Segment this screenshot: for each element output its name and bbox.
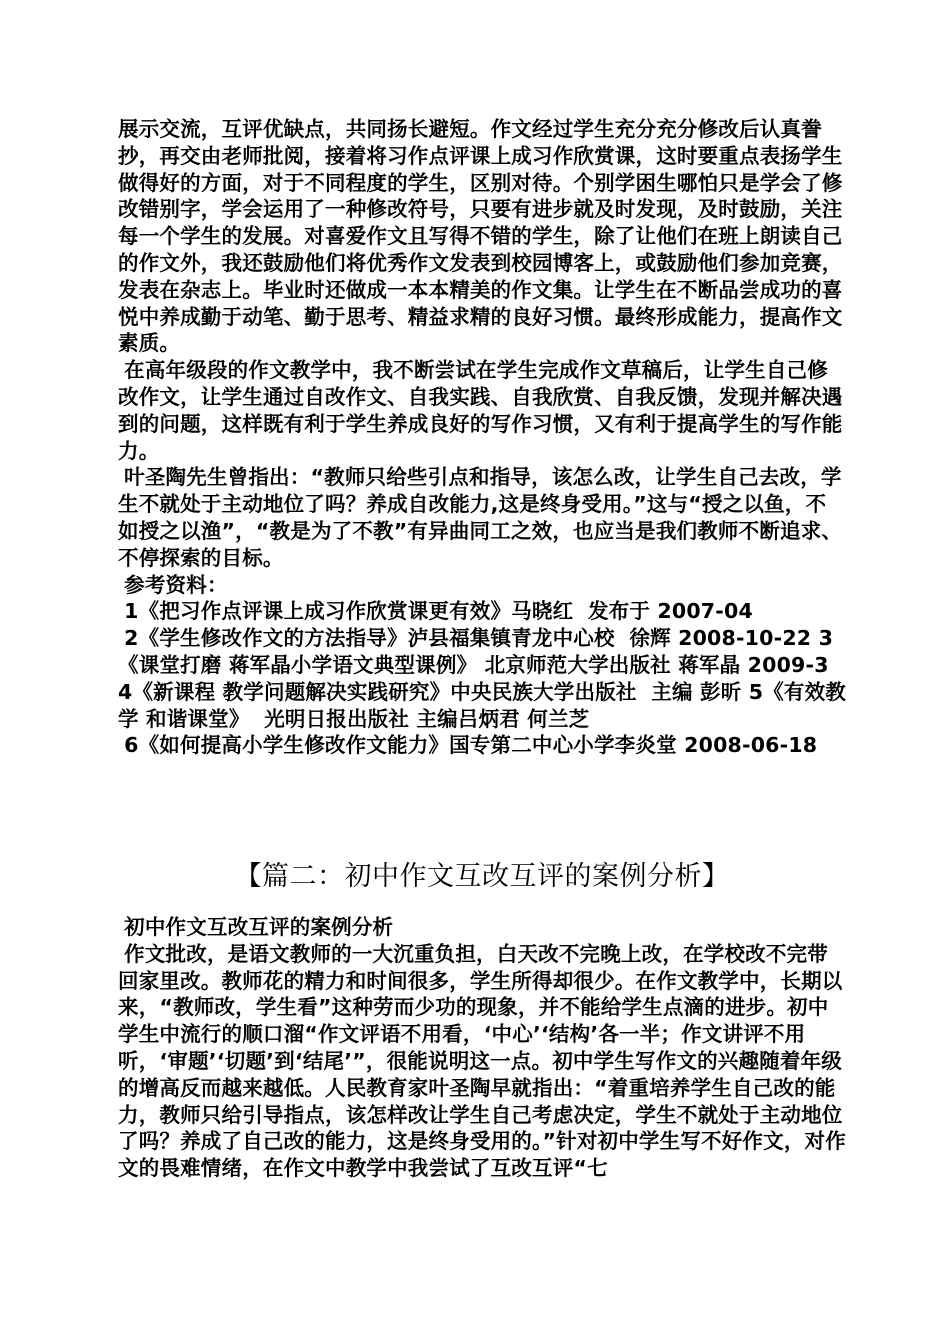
paragraph-senior-grade: 在高年级段的作文教学中，我不断尝试在学生完成作文草稿后，让学生自己修改作文，让学生通过自改作文、自我实践、自我欣赏、自我反馈，发现并解决遇到的问题，这样既有利于学生养成良好的写作习惯，又有利于提高学生的写作能力。 [118,358,843,463]
references-section [118,572,846,760]
paragraph-display-exchange: 展示交流，互评优缺点，共同扬长避短。作文经过学生充分充分修改后认真誊抄，再交由老师批阅，接着将习作点评课上成习作欣赏课，这时要重点表扬学生做得好的方面，对于不同程度的学生，区别对待。个别学困生哪怕只是学会了修改错别字，学会运用了一种修改符号，只要有进步就及时发现，及时鼓励，关注每一个学生的发展。对喜爱作文且写得不错的学生，除了让他们在班上朗读自己的作文外，我还鼓励他们将优秀作文发表到校园博客上，或鼓励他们参加竞赛，发表在杂志上。毕业时还做成一本本精美的作文集。让学生在不断品尝成功的喜悦中养成勤于动笔、勤于思考、精益求精的良好习惯。最终形成能力，提高作文素质。 [118,117,843,356]
paragraph-ye-shengtao-quote: 叶圣陶先生曾指出：“教师只给些引点和指导，该怎么改，让学生自己去改，学生不就处于主动地位了吗？养成自改能力,这是终身受用。”这与“授之以鱼，不如授之以渔”，“教是为了不教”有异曲同工之效，也应当是我们教师不断追求、不停探索的目标。 [118,465,843,570]
paragraph-composition-correction: 作文批改，是语文教师的一大沉重负担，白天改不完晚上改，在学校改不完带回家里改。教师花的精力和时间很多，学生所得却很少。在作文教学中，长期以来，“教师改，学生看”这种劳而少功的现象，并不能给学生点滴的进步。初中学生中流行的顺口溜“作文评语不用看，‘中心’‘结构’各一半；作文讲评不用听，‘审题’‘切题’到‘结尾’”，很能说明这一点。初中学生写作文的兴趣随着年级的增高反而越来越低。人民教育家叶圣陶早就指出：“着重培养学生自己改的能力，教师只给引导指点，该怎样改让学生自己考虑决定，学生不就处于主动地位了吗？养成了自己改的能力，这是终身受用的。”针对初中学生写不好作文，对作文的畏难情绪，在作文中教学中我尝试了互改互评“七 [118,941,846,1181]
references-heading: 参考资料： [124,572,228,597]
reference-items-2-5: 2《学生修改作文的方法指导》泸县福集镇青龙中心校 徐辉 2008-10-22 3《课堂打磨 蒋军晶小学语文典型课例》 北京师范大学出版社 蒋军晶 2009-3 4《新课程 教学问题解决实践研究》中央民族大学出版社 主编 彭昕 5《有效教学 和谐课堂》 光明日报出版社 主编吕炳君 何兰芝 [118,626,847,731]
article-part-two [118,914,846,1182]
section-two-title: 【篇二：初中作文互改互评的案例分析】 [234,861,730,892]
article-part-one [118,116,846,759]
section-two-subtitle: 初中作文互改互评的案例分析 [124,915,394,939]
reference-item-6: 6《如何提高小学生修改作文能力》国专第二中心小学李炎堂 2008-06-18 [124,733,818,758]
reference-item-1: 1《把习作点评课上成习作欣赏课更有效》马晓红 发布于 2007-04 [124,599,753,624]
